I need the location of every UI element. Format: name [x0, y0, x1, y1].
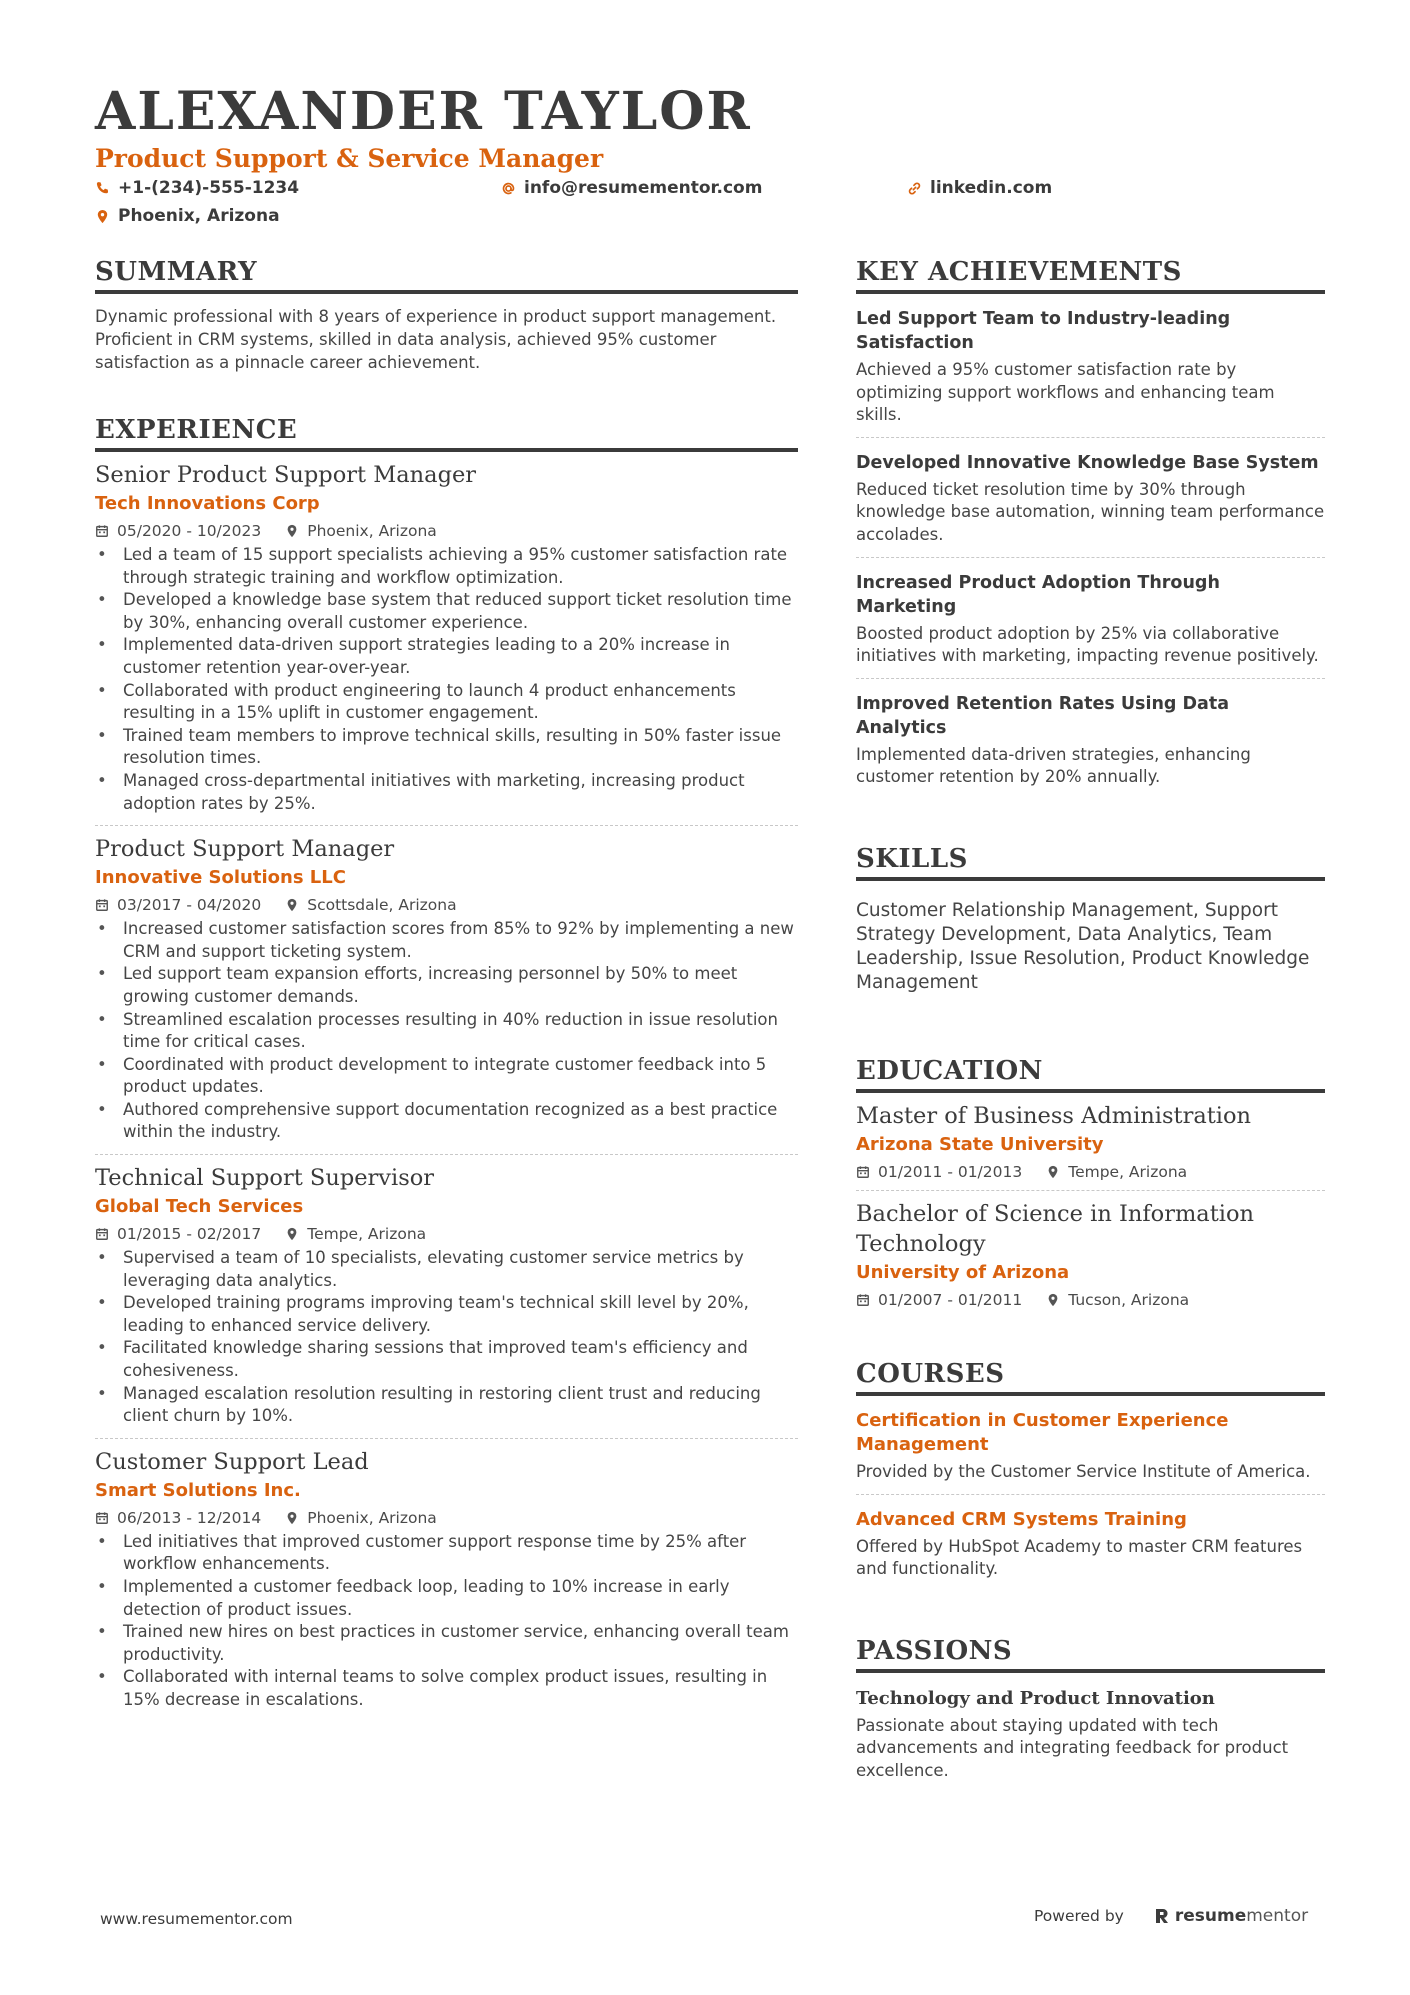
resumementor-logo-icon	[1154, 1907, 1170, 1925]
powered-by-label: Powered by	[1034, 1907, 1124, 1925]
company-name: Smart Solutions Inc.	[95, 1479, 301, 1501]
location-pin-icon	[285, 1511, 299, 1525]
skills-text: Customer Relationship Management, Support Strategy Development, Data Analytics, Team Leadership, Issue Resolution, Product Knowledge Management	[856, 899, 1310, 993]
bullet-item: • Trained new hires on best practices in customer service, enhancing overall team productivity.	[95, 1621, 798, 1666]
date-range	[95, 1224, 261, 1244]
achievements-heading: KEY ACHIEVEMENTS	[856, 256, 1325, 294]
date-range	[95, 895, 261, 915]
at-icon	[501, 181, 516, 196]
experience-list	[95, 452, 798, 1722]
course-title: Advanced CRM Systems Training	[856, 1508, 1187, 1530]
candidate-title: Product Support & Service Manager	[95, 144, 604, 173]
bullet-item: • Facilitated knowledge sharing sessions that improved team's efficiency and cohesiveness.	[95, 1337, 798, 1382]
job-location	[285, 1224, 426, 1244]
achievement-desc: Achieved a 95% customer satisfaction rate by optimizing support workflows and enhancing team skills.	[856, 360, 1275, 425]
passions-heading: PASSIONS	[856, 1635, 1325, 1673]
calendar-icon	[856, 1165, 870, 1179]
brand-accent: mentor	[1246, 1906, 1309, 1926]
degree-title: Master of Business Administration	[856, 1102, 1252, 1129]
job-location	[1046, 1162, 1187, 1182]
bullet-item: • Coordinated with product development to integrate customer feedback into 5 product updates.	[95, 1054, 798, 1099]
passion-title: Technology and Product Innovation	[856, 1687, 1215, 1709]
job-location	[1046, 1290, 1189, 1310]
bullet-item: • Led a team of 15 support specialists achieving a 95% customer satisfaction rate through strategic training and workflow optimization.	[95, 544, 798, 589]
summary-text: Dynamic professional with 8 years of experience in product support management. Proficient in CRM systems, skilled in data analysis, achieved 95% customer satisfaction as a pinnacle career achievement.	[95, 307, 777, 372]
date-text: 01/2007 - 01/2011	[878, 1290, 1023, 1309]
resume-header	[95, 82, 1325, 234]
job-location	[285, 521, 437, 541]
calendar-icon	[95, 1511, 109, 1525]
location-pin-icon	[1046, 1165, 1060, 1179]
candidate-name: ALEXANDER TAYLOR	[95, 81, 752, 142]
calendar-icon	[95, 524, 109, 538]
date-text: 03/2017 - 04/2020	[117, 896, 262, 915]
experience-heading: EXPERIENCE	[95, 414, 798, 452]
footer-branding	[1034, 1906, 1308, 1926]
contact-bar	[95, 178, 1325, 234]
bullet-item: • Supervised a team of 10 specialists, elevating customer service metrics by leveraging data analytics.	[95, 1247, 798, 1292]
brand-main: resume	[1174, 1906, 1247, 1926]
job-bullets	[95, 1531, 798, 1712]
courses-heading: COURSES	[856, 1358, 1325, 1396]
location-pin-icon	[285, 898, 299, 912]
company-name: Innovative Solutions LLC	[95, 867, 346, 889]
location-pin-icon	[95, 209, 110, 224]
company-name: Tech Innovations Corp	[95, 493, 320, 514]
course-desc: Offered by HubSpot Academy to master CRM features and functionality.	[856, 1536, 1303, 1579]
courses-list	[856, 1396, 1325, 1591]
bullet-item: • Led support team expansion efforts, increasing personnel by 50% to meet growing customer demands.	[95, 963, 798, 1008]
email-text: info@resumementor.com	[524, 178, 763, 198]
date-location-row	[95, 521, 798, 541]
location-text: Scottsdale, Arizona	[307, 896, 457, 915]
bullet-item: • Collaborated with product engineering to launch 4 product enhancements resulting in a 15% uplift in customer engagement.	[95, 680, 798, 725]
date-location-row	[95, 1508, 798, 1528]
bullet-item: • Collaborated with internal teams to solve complex product issues, resulting in 15% decrease in escalations.	[95, 1666, 798, 1711]
achievement-title: Improved Retention Rates Using Data Analytics	[856, 693, 1230, 738]
achievement-desc: Boosted product adoption by 25% via collaborative initiatives with marketing, impacting revenue positively.	[856, 623, 1319, 666]
phone-icon	[95, 181, 110, 196]
passion-desc: Passionate about staying updated with tech advancements and integrating feedback for product excellence.	[856, 1715, 1289, 1780]
job-bullets	[95, 544, 798, 815]
date-location-row	[856, 1162, 1325, 1182]
achievement-desc: Implemented data-driven strategies, enhancing customer retention by 20% annually.	[856, 744, 1251, 787]
job-location	[285, 1508, 437, 1528]
bullet-item: • Managed escalation resolution resulting in restoring client trust and reducing client churn by 10%.	[95, 1383, 798, 1428]
job-bullets	[95, 918, 798, 1144]
bullet-item: • Implemented a customer feedback loop, leading to 10% increase in early detection of product issues.	[95, 1576, 798, 1621]
location-text: Tucson, Arizona	[1068, 1290, 1190, 1309]
calendar-icon	[95, 1227, 109, 1241]
experience-section	[95, 414, 798, 1722]
location-text: Phoenix, Arizona	[307, 522, 437, 540]
bullet-item: • Developed training programs improving team's technical skill level by 20%, leading to enhanced service delivery.	[95, 1292, 798, 1337]
education-entry	[856, 1093, 1325, 1191]
location-text: Phoenix, Arizona	[118, 206, 280, 226]
job-title: Technical Support Supervisor	[95, 1165, 435, 1192]
date-location-row	[856, 1290, 1325, 1310]
course-entry	[856, 1495, 1325, 1591]
achievement-entry	[856, 438, 1325, 558]
skills-section	[856, 843, 1325, 995]
date-text: 05/2020 - 10/2023	[117, 522, 262, 540]
job-location	[285, 895, 456, 915]
achievement-entry	[856, 679, 1325, 799]
phone-text: +1-(234)-555-1234	[118, 178, 300, 198]
summary-heading: SUMMARY	[95, 256, 798, 294]
contact-email[interactable]	[501, 178, 762, 198]
job-entry	[95, 826, 798, 1155]
school-name: University of Arizona	[856, 1261, 1070, 1283]
location-text: Phoenix, Arizona	[307, 1508, 437, 1527]
achievement-desc: Reduced ticket resolution time by 30% through knowledge base automation, winning team performance accolades.	[856, 479, 1325, 544]
bullet-item: • Authored comprehensive support documentation recognized as a best practice within the industry.	[95, 1099, 798, 1144]
education-entry	[856, 1191, 1325, 1318]
skills-heading: SKILLS	[856, 843, 1325, 881]
bullet-item: • Increased customer satisfaction scores from 85% to 92% by implementing a new CRM and support ticketing system.	[95, 918, 798, 963]
bullet-item: • Streamlined escalation processes resulting in 40% reduction in issue resolution time for critical cases.	[95, 1009, 798, 1054]
course-entry	[856, 1396, 1325, 1495]
contact-location	[95, 206, 280, 226]
date-range	[95, 1508, 261, 1528]
calendar-icon	[856, 1293, 870, 1307]
achievements-section	[856, 256, 1325, 799]
education-heading: EDUCATION	[856, 1055, 1325, 1093]
achievement-title: Developed Innovative Knowledge Base System	[856, 452, 1319, 473]
job-title: Senior Product Support Manager	[95, 462, 477, 488]
footer-website[interactable]: www.resumementor.com	[100, 1910, 293, 1928]
calendar-icon	[95, 898, 109, 912]
course-title: Certification in Customer Experience Management	[856, 1409, 1229, 1455]
passions-section	[856, 1635, 1325, 1783]
job-entry	[95, 1439, 798, 1722]
achievement-title: Increased Product Adoption Through Marketing	[856, 572, 1220, 617]
date-location-row	[95, 1224, 798, 1244]
location-text: Tempe, Arizona	[307, 1225, 427, 1244]
degree-title: Bachelor of Science in Information Technology	[856, 1200, 1254, 1257]
date-range	[95, 521, 261, 541]
bullet-item: • Managed cross-departmental initiatives with marketing, increasing product adoption rates by 25%.	[95, 770, 798, 815]
course-desc: Provided by the Customer Service Institute of America.	[856, 1461, 1311, 1481]
job-title: Customer Support Lead	[95, 1448, 369, 1475]
location-pin-icon	[285, 524, 299, 538]
achievement-title: Led Support Team to Industry-leading Satisfaction	[856, 309, 1231, 353]
right-column	[856, 256, 1325, 1819]
location-pin-icon	[285, 1227, 299, 1241]
contact-phone[interactable]	[95, 178, 299, 198]
link-icon	[907, 181, 922, 196]
achievements-list	[856, 294, 1325, 799]
left-column	[95, 256, 798, 1758]
date-location-row	[95, 895, 798, 915]
location-pin-icon	[1046, 1293, 1060, 1307]
courses-section	[856, 1358, 1325, 1591]
job-title: Product Support Manager	[95, 836, 395, 863]
education-list	[856, 1093, 1325, 1318]
date-text: 06/2013 - 12/2014	[117, 1508, 262, 1527]
date-range	[856, 1162, 1022, 1182]
linkedin-text: linkedin.com	[930, 178, 1053, 198]
job-entry	[95, 1155, 798, 1439]
contact-linkedin[interactable]	[907, 178, 1052, 198]
achievement-entry	[856, 294, 1325, 438]
date-range	[856, 1290, 1022, 1310]
bullet-item: • Led initiatives that improved customer support response time by 25% after workflow enhancements.	[95, 1531, 798, 1576]
bullet-item: • Developed a knowledge base system that reduced support ticket resolution time by 30%, enhancing overall customer experience.	[95, 589, 798, 634]
location-text: Tempe, Arizona	[1068, 1162, 1188, 1181]
summary-section	[95, 256, 798, 374]
date-text: 01/2011 - 01/2013	[878, 1162, 1023, 1181]
education-section	[856, 1055, 1325, 1318]
date-text: 01/2015 - 02/2017	[117, 1225, 262, 1244]
company-name: Global Tech Services	[95, 1196, 304, 1218]
school-name: Arizona State University	[856, 1133, 1104, 1155]
achievement-entry	[856, 558, 1325, 679]
brand-logo[interactable]	[1154, 1906, 1308, 1926]
job-entry	[95, 452, 798, 826]
bullet-item: • Implemented data-driven support strategies leading to a 20% increase in customer retention year-over-year.	[95, 634, 798, 679]
job-bullets	[95, 1247, 798, 1428]
bullet-item: • Trained team members to improve technical skills, resulting in 50% faster issue resolution times.	[95, 725, 798, 770]
